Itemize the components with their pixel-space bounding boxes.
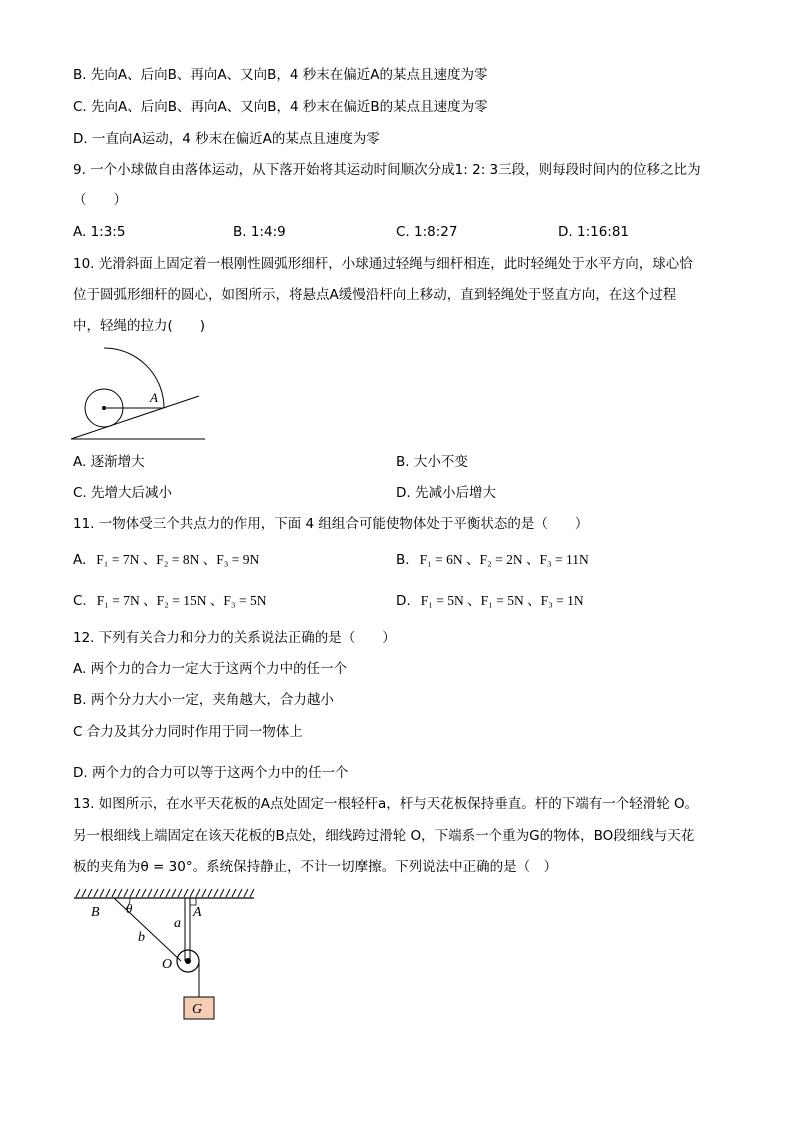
q8-option-b: B. 先向A、后向B、再向A、又向B，4 秒末在偏近A的某点且速度为零 <box>73 67 488 83</box>
q12-option-c: C 合力及其分力同时作用于同一物体上 <box>73 724 303 740</box>
q10-option-a: A. 逐渐增大 <box>73 454 145 470</box>
q8-option-d: D. 一直向A运动，4 秒末在偏近A的某点且速度为零 <box>73 131 380 147</box>
q10-incline-line <box>71 396 199 439</box>
q13-label-string-b: b <box>138 930 145 945</box>
q13-label-b-point: B <box>91 905 100 920</box>
q13-ceiling-hatching <box>76 889 254 897</box>
q10-figure <box>65 340 215 446</box>
q12-stem: 12. 下列有关合力和分力的关系说法正确的是（ ） <box>73 630 396 646</box>
q10-stem-line1: 10. 光滑斜面上固定着一根刚性圆弧形细杆，小球通过轻绳与细杆相连，此时轻绳处于水平方向，球心恰 <box>73 256 693 272</box>
q10-stem-line2: 位于圆弧形细杆的圆心，如图所示，将悬点A缓慢沿杆向上移动，直到轻绳处于竖直方向，在这个过程 <box>73 287 677 303</box>
q9-stem-line1: 9. 一个小球做自由落体运动，从下落开始将其运动时间顺次分成1: 2: 3三段，则每段时间内的位移之比为 <box>73 162 701 178</box>
q13-label-theta: θ <box>126 901 133 916</box>
q13-string-bo <box>114 898 181 961</box>
q10-label-a: A <box>150 390 158 405</box>
q11-option-a-text: F₁ = 7N 、F₂ = 8N 、F₃ = 9N <box>96 552 260 567</box>
q11-option-b-label: B. <box>396 552 410 568</box>
q11-stem: 11. 一物体受三个共点力的作用，下面 4 组组合可能使物体处于平衡状态的是（ ） <box>73 516 589 532</box>
q11-option-c <box>73 591 266 611</box>
q11-option-a-label: A. <box>73 552 87 568</box>
q11-option-c-text: F₁ = 7N 、F₂ = 15N 、F₃ = 5N <box>96 593 267 608</box>
q9-stem-line2: （ ） <box>73 192 127 208</box>
q9-option-c: C. 1:8:27 <box>396 224 458 240</box>
q13-label-rod-a: a <box>174 916 181 931</box>
q13-label-pulley-o: O <box>162 957 173 972</box>
q12-option-a: A. 两个力的合力一定大于这两个力中的任一个 <box>73 661 348 677</box>
q12-option-d: D. 两个力的合力可以等于这两个力中的任一个 <box>73 765 349 781</box>
q11-option-b <box>396 550 589 570</box>
q13-label-weight-g: G <box>192 1002 203 1017</box>
q10-option-d: D. 先减小后增大 <box>396 485 496 501</box>
q10-option-c: C. 先增大后减小 <box>73 485 173 501</box>
q8-option-c: C. 先向A、后向B、再向A、又向B，4 秒末在偏近B的某点且速度为零 <box>73 99 488 115</box>
q12-option-b: B. 两个分力大小一定，夹角越大，合力越小 <box>73 692 334 708</box>
q10-option-b: B. 大小不变 <box>396 454 468 470</box>
q9-option-d: D. 1:16:81 <box>558 224 630 240</box>
q13-pulley-axle <box>185 958 191 964</box>
q13-stem-line1: 13. 如图所示，在水平天花板的A点处固定一根轻杆a，杆与天花板保持垂直。杆的下端有一个轻滑轮 O。 <box>73 796 699 812</box>
q9-option-b: B. 1:4:9 <box>233 224 286 240</box>
q11-option-d-label: D. <box>396 593 411 609</box>
q10-stem-line3: 中，轻绳的拉力( ) <box>73 318 206 334</box>
q11-option-d <box>396 591 584 611</box>
q13-right-angle-mark <box>190 898 196 905</box>
q13-label-a-point: A <box>193 905 202 920</box>
q13-stem-line3: 板的夹角为θ = 30°。系统保持静止，不计一切摩擦。下列说法中正确的是（ ） <box>73 859 558 875</box>
q11-option-c-label: C. <box>73 593 87 609</box>
q13-figure <box>70 885 260 1025</box>
q13-stem-line2: 另一根细线上端固定在该天花板的B点处，细线跨过滑轮 O，下端系一个重为G的物体，BO段细线与天花 <box>73 828 695 844</box>
q11-option-b-text: F₁ = 6N 、F₂ = 2N 、F₃ = 11N <box>419 552 589 567</box>
q9-option-a: A. 1:3:5 <box>73 224 126 240</box>
q11-option-a <box>73 550 259 570</box>
q11-option-d-text: F₁ = 5N 、F₁ = 5N 、F₃ = 1N <box>420 593 584 608</box>
